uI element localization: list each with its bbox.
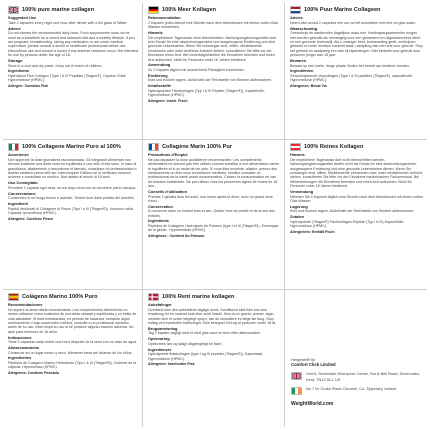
section-es bbox=[3, 290, 143, 427]
block-text: Nehmen Sie 2 Kapseln täglich eine Stunde nach dem Abendessen mit einem vollen Glas Wasser. bbox=[290, 194, 423, 203]
section-nl bbox=[285, 3, 427, 140]
block-heading: Ingredientes bbox=[8, 355, 32, 361]
block-heading: Ingredients bbox=[8, 68, 29, 74]
block-heading: Waarschuwing bbox=[290, 25, 318, 31]
block-text: Peptides de Collagène Hydrolysés de Poisson (type I et III (Tilagen®)), Enveloppe de la gélule : Hypromellose (HPMC). bbox=[148, 224, 279, 233]
allergen-text: Allergene: Inneh. Fisch bbox=[148, 98, 188, 103]
block-heading: Avvertenze bbox=[8, 152, 29, 158]
block-text: Do not exceed the recommended daily dose. Food supplements must not be used as a substitute for a varied and balanced diet and a healthy lifestyle. If you are pregnant, breastfeeding, taking any medication or are under medical supervision, please consult a doctor or healthcare professional before use. Discontinue use and consult a doctor if any adverse reactions occur. Not intended for use by persons under the age of 18. bbox=[8, 31, 138, 58]
block-heading: Verwendung bbox=[290, 188, 314, 194]
block-text: Ne pas dépasser la dose quotidienne recommandée. Les compléments alimentaires ne doivent pas être utilisés comme substitut à une alimentation variée et équilibrée et à un mode de vie sain. Si vous êtes enceinte, allaitez, prenez des médicaments ou êtes sous surveillance médicale, veuillez consulter un professionnel de la santé avant consommation. Cessez la consommation en cas de réaction indésirable. Ne pas utiliser chez les personnes âgées de moins de 18 ans. bbox=[148, 157, 280, 189]
it-flag-icon bbox=[8, 143, 19, 151]
nl-flag-icon bbox=[290, 6, 301, 14]
block-heading: Ernährung bbox=[148, 72, 168, 78]
es-flag-icon bbox=[8, 293, 19, 301]
block-text: Tag 2 kapsler dagligt med et stort glas vand en time efter aftensmaden. bbox=[148, 331, 262, 336]
block-text: Overskrid ikke den anbefalede daglige dosis. Kosttilskud skal ikke ses som erstatning for en varieret kost eller sund livsstil. Hvis du er gravid, ammer, tager medicin eller er under lægeligt opsyn, bør du konsultere en læge før brug. Stop indtag ved eventuelle bivirkninger. Ikke beregnet til brug af personer under 18 år. bbox=[148, 307, 277, 326]
block-heading: Ingredienser bbox=[148, 346, 172, 352]
block-heading: Ingredienti bbox=[8, 200, 28, 206]
block-heading: Inhaltsstoffe bbox=[148, 82, 172, 88]
uk-flag-icon bbox=[8, 6, 19, 14]
section-at bbox=[285, 140, 427, 290]
block-heading: Almacenamiento bbox=[8, 344, 40, 350]
block-heading: Hinweis bbox=[290, 152, 305, 158]
allergen-text: Alérgenos: Contiene Pescado bbox=[8, 370, 59, 375]
allergen-text: Allergen: Contains Fish bbox=[8, 83, 49, 88]
section-title: 100% Puur Marine Collageen bbox=[304, 7, 381, 13]
allergen-text: Allergenen: Bevat Vis bbox=[290, 83, 327, 88]
section-it bbox=[3, 140, 143, 290]
block-heading: Ingrédients bbox=[148, 218, 169, 224]
block-text: 2 Kapseln jeden Abend eine Stunde nach dem Abendessen mit einem vollen Glas Wasser einnehmen. bbox=[148, 20, 279, 30]
block-heading: Anbefalinger bbox=[148, 302, 172, 308]
block-heading: Conservazione bbox=[8, 190, 36, 196]
block-text: Peptidi Idrolizzati di Collagene di Pesce (Tipo I e III (Tilagen®)), Involucro della Capsula: Ipromellosa (HPMC). bbox=[8, 206, 134, 215]
address-uk bbox=[291, 371, 421, 382]
block-heading: Ingrediënten bbox=[290, 68, 314, 74]
block-heading: Suggested Use bbox=[8, 15, 37, 21]
section-header bbox=[148, 5, 280, 15]
block-text: Die empfohlene Tagesdosis nicht überschreiten. Nahrungsergänzungsmittel sind kein Ersatz für eine abwechslungsreiche und ausgewogene Ernährung und eine gesunde Lebensweise. Wenn Sie schwanger sind, stillen, Medikamente einnehmen oder unter ärztlicher Aufsicht stehen, konsultieren Sie bitte vor der Einnahme einen Arzt. Bei Unverträglichkeiten die Einnahme beenden und einen Arzt aufsuchen. Nicht für Personen unter 18 Jahren bestimmt. bbox=[148, 35, 276, 62]
section-title: Collagène Marin 100% Pur bbox=[162, 144, 232, 150]
de-flag-icon bbox=[148, 6, 159, 14]
block-text: Overschrijd de aanbevolen dagelijkse dosis niet. Voedingssupplementen mogen niet worden gebruikt als vervanging voor een gevarieerd en uitgebalanceerd dieet en een gezonde levensstijl. Als u zwanger bent, borstvoeding geeft, medicijnen gebruikt of onder medisch toezicht staat, raadpleeg dan een arts voor gebruik. Stop het gebruik en raadpleeg een arts bij bijwerkingen. Niet bedoeld voor gebruik door personen jonger dan 18 jaar. bbox=[290, 31, 423, 58]
address-ie bbox=[291, 386, 421, 395]
section-header bbox=[8, 292, 138, 302]
section-dk bbox=[143, 290, 285, 427]
section-title: 100% Meer Kollagen bbox=[162, 7, 217, 13]
dk-flag-icon bbox=[148, 293, 159, 301]
block-text: Gehydrolyseerde visvoollagen (Type I & III peptiden (Tilagen®), capsulehulle: Hypromellose (HPMC). bbox=[290, 73, 413, 83]
block-text: Kühl und trocken lagern. Außerhalb der Reichweite von Kindern aufbewahren. bbox=[290, 209, 415, 214]
section-header bbox=[290, 142, 423, 152]
company-card bbox=[285, 290, 427, 427]
section-fr bbox=[143, 140, 285, 290]
block-text: Péptidos de Colágeno Marino Hidrolizado (Tipo I & III (Tilagen®)), Cubierta de la cápsula: Hipromelosa (HPMC). bbox=[8, 360, 137, 370]
section-de bbox=[143, 3, 285, 140]
section-header bbox=[8, 5, 138, 15]
ireland-flag-icon bbox=[291, 387, 302, 395]
block-text: Hydrolysierte (Tilagen®) Fischkollagen-Peptide (Typ I & III) Kapselhülle: Hypromellose (HPMC). bbox=[290, 219, 405, 229]
block-heading: Hinweis bbox=[148, 30, 163, 36]
section-title: 100% Reines Kollagen bbox=[304, 144, 364, 150]
block-text: À conserver dans un endroit frais et sec. Garder hors de portée et de la vue des enfants. bbox=[148, 209, 276, 218]
block-text: Hydrolysiertes Fischkollagen (Typ I & III Peptide (Tilagen®)), Kapselhülle: Hypromellose (HPMC). bbox=[148, 88, 265, 98]
block-heading: Bewaren bbox=[290, 57, 307, 63]
section-title: Colágeno Marino 100% Puro bbox=[22, 294, 98, 300]
allergen-text: Allergènes : Contient du Poisson bbox=[148, 234, 205, 239]
section-header bbox=[8, 142, 138, 152]
block-heading: Opbevaring bbox=[148, 336, 170, 342]
block-text: Hydrolyseret fiskekollagen (type I og III peptider (Tilagen®)), Kapselskal: Hypromellose (HPMC). bbox=[148, 352, 264, 361]
block-heading: Advice bbox=[8, 25, 21, 31]
block-heading: Précautions d'Emploi bbox=[148, 152, 188, 158]
block-text: Opbevares tørt og køligt utilgængeligt for børn. bbox=[148, 341, 223, 346]
block-text: Conservare in un luogo fresco e asciutto. Tenere fuori dalla portata dei bambini. bbox=[8, 196, 135, 201]
block-text: Hydrolysed Fish Collagen (Type I & III Peptides (Tilagen®), Capsule Shell: Hypromellose (HPMC). bbox=[8, 73, 127, 83]
fr-flag-icon bbox=[148, 143, 159, 151]
section-title: 100% Rent marine kollagen bbox=[162, 294, 235, 300]
block-text: Prendre 2 gélules tous les soirs, une heure après le dîner, avec un grand verre d'eau. bbox=[148, 194, 274, 203]
block-heading: Rekommendation bbox=[148, 15, 181, 21]
section-title: 100% pure marine collagen bbox=[22, 7, 95, 13]
block-heading: Indicaciones bbox=[8, 334, 32, 340]
address-ie-text: No 7 Dr Croke Place Clonmel, Co. Tipperary, Ireland bbox=[306, 385, 397, 391]
block-text: Kühl und trocken lagern. Außerhalb der Reichweite von Kindern aufbewahren. bbox=[148, 78, 273, 83]
block-heading: Brugsanvisning bbox=[148, 325, 178, 331]
block-text: Take 2 capsules every night one hour after dinner with a full glass of Water. bbox=[8, 20, 128, 25]
made-for-label: Hergestellt für bbox=[291, 357, 316, 362]
sections-grid bbox=[3, 3, 427, 427]
block-text: No supere la dosis diaria recomendada. Los complementos alimenticios no deben utilizarse como sustitutos de una dieta variada y equilibrada y un estilo de vida saludable. Si está embarazada, en periodo de lactancia, tomando algún medicamento o bajo supervisión médica, consulte a un profesional sanitario antes de su uso. Interrumpa su uso si se produce alguna reacción adversa. No apto para menores de 18 años. bbox=[8, 307, 137, 334]
block-text: Store in a cool and dry place. Keep out of reach of children. bbox=[8, 63, 103, 68]
uk-flag-icon bbox=[291, 372, 302, 380]
company-name: Comfort Click Limited bbox=[291, 362, 336, 368]
block-heading: Anwendung bbox=[148, 62, 171, 68]
allergen-text: Allergener: Indeholder Fisk bbox=[148, 362, 195, 367]
section-header bbox=[148, 292, 280, 302]
block-text: Conservar en un lugar fresco y seco. Mantener fuera del alcance de los niños. bbox=[8, 350, 133, 355]
section-en bbox=[3, 3, 143, 140]
block-text: Die empfohlene Tagesdosis darf nicht überschritten werden. Nahrungsergänzungsmittel dürfen nicht als Ersatz für eine abwechslungsreiche, ausgewogene Ernährung und eine gesunde Lebensweise dienen. Wenn Sie schwanger sind, stillen, Medikamente einnehmen oder unter medizinischer Aufsicht stehen, konsultieren Sie bitte vor der Einnahme medizinisches Fachpersonal. Bei Nebenwirkungen die Einnahme beenden und einen Arzt aufsuchen. Nicht für Personen unter 18 Jahren bestimmt. bbox=[290, 157, 423, 189]
block-heading: Lagerung bbox=[290, 203, 308, 209]
block-heading: Zutaten bbox=[290, 214, 305, 219]
allergen-text: Allergene: Contiene Pesce bbox=[8, 216, 54, 221]
block-heading: Conservation bbox=[148, 203, 173, 209]
block-heading: Advies bbox=[290, 15, 303, 21]
block-text: Zu 2 Kapseln täglich mit ausreichend Flüssigkeit einnehmen. bbox=[148, 67, 245, 72]
block-heading: Conseils d'utilisation bbox=[148, 188, 187, 194]
section-header bbox=[148, 142, 280, 152]
brand-logo: WeightWorld.com bbox=[291, 400, 334, 407]
section-header bbox=[290, 5, 423, 15]
block-text: Bewaar op een koele, droge plaats. Buiten het bereik van kinderen houden. bbox=[290, 63, 411, 68]
block-text: Prendere 2 capsule ogni sera, un'ora dopo cena con un bicchiere pieno d'acqua. bbox=[8, 185, 137, 190]
allergen-text: Allergieinfo: Enthält Fisch bbox=[290, 229, 335, 234]
block-heading: Storage bbox=[8, 57, 23, 63]
block-text: Non superare la dose giornaliera raccomandata. Gli integratori alimentari non devono sostituire una dieta varia ed equilibrata e uno stile di vita sano. In caso di gravidanza, allattamento o assunzione di farmaci, consultare un professionista in ambito sanitario prima dell'uso. Interrompere l'utilizzo se si verificano reazioni avverse e consultare un medico. Non adatto ai minori di 18 anni. bbox=[8, 157, 137, 180]
block-heading: Recomendaciones bbox=[8, 302, 43, 308]
block-heading: Uso Consigliato bbox=[8, 180, 38, 186]
section-title: 100% Collagene Marino Puro al 100% bbox=[22, 144, 121, 150]
block-text: Tome 2 cápsulas cada noche una hora después de la cena con un vaso de agua. bbox=[8, 340, 138, 345]
block-text: Neem elke avond 2 capsules een uur na het avondeten met een vol glas water. bbox=[290, 20, 416, 25]
at-flag-icon bbox=[290, 143, 301, 151]
address-uk-text: Unit 6, Sevenside Enterprise Centre, Bol & Bell Road, Sevenoaks, Kent, TN14 5LJ, UK bbox=[306, 371, 420, 382]
